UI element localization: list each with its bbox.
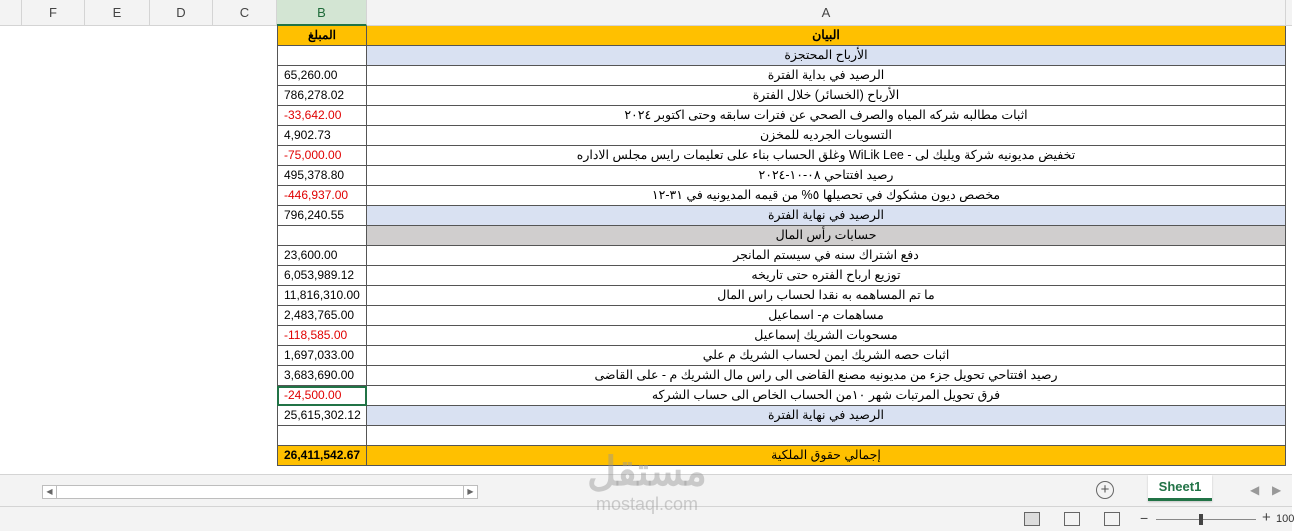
statement-cell[interactable]: دفع اشتراك سنه في سيستم المانجر [367,246,1286,266]
amount-header-cell[interactable]: المبلغ [277,26,367,46]
zoom-slider-knob[interactable] [1199,514,1203,525]
sheet-tab-sheet1[interactable]: Sheet1 [1148,475,1212,501]
amount-cell[interactable]: 11,816,310.00 [277,286,367,306]
table-row [0,186,1292,206]
table-row [0,306,1292,326]
amount-cell[interactable]: -446,937.00 [277,186,367,206]
statement-cell[interactable]: ما تم المساهمه به نقدا لحساب راس المال [367,286,1286,306]
watermark-url: mostaql.com [595,494,699,514]
statement-header-cell[interactable]: البيان [367,26,1286,46]
column-header-a[interactable]: A [367,0,1286,26]
page-layout-view-icon[interactable] [1064,512,1080,526]
statement-cell[interactable]: رصيد افتتاحي تحويل جزء من مديونيه مصنع القاضى الى راس مال الشريك م - على القاضى [367,366,1286,386]
statement-cell[interactable]: الرصيد في نهاية الفترة [367,206,1286,226]
amount-cell[interactable]: -118,585.00 [277,326,367,346]
statement-cell[interactable]: إجمالي حقوق الملكية [367,446,1286,466]
column-header-b[interactable]: B [277,0,367,26]
statement-cell[interactable]: فرق تحويل المرتبات شهر ١٠من الحساب الخاص الى حساب الشركه [367,386,1286,406]
scroll-left-icon[interactable]: ◀ [43,486,57,498]
amount-cell[interactable]: -24,500.00 [277,386,367,406]
table-row [0,406,1292,426]
table-row [0,426,1292,446]
table-row [0,146,1292,166]
statement-cell[interactable]: الأرباح (الخسائر) خلال الفترة [367,86,1286,106]
table-row [0,86,1292,106]
amount-cell[interactable] [277,46,367,66]
amount-cell[interactable]: -75,000.00 [277,146,367,166]
column-header-c[interactable]: C [213,0,277,26]
amount-cell[interactable]: 796,240.55 [277,206,367,226]
table-header-row [0,26,1292,46]
statement-cell[interactable]: الرصيد في بداية الفترة [367,66,1286,86]
table-row [0,66,1292,86]
table-row [0,346,1292,366]
column-header-blank [0,0,22,26]
table-row [0,106,1292,126]
amount-cell[interactable]: -33,642.00 [277,106,367,126]
table-row [0,126,1292,146]
amount-cell[interactable] [277,226,367,246]
statement-cell[interactable]: رصيد افتتاحي ٠٨-١٠-٢٠٢٤ [367,166,1286,186]
page-break-view-icon[interactable] [1104,512,1120,526]
amount-cell[interactable]: 65,260.00 [277,66,367,86]
tab-next-icon[interactable]: ▶ [1272,483,1282,497]
tab-prev-icon[interactable]: ◀ [1250,483,1260,497]
zoom-in-icon[interactable]: + [1262,509,1271,526]
zoom-out-icon[interactable]: − [1140,510,1149,526]
amount-cell[interactable]: 3,683,690.00 [277,366,367,386]
column-headers [0,0,1292,26]
status-bar [0,506,1292,531]
statement-cell[interactable]: مساهمات م- اسماعيل [367,306,1286,326]
statement-cell[interactable]: الأرباح المحتجزة [367,46,1286,66]
table-row [0,326,1292,346]
add-sheet-icon[interactable]: + [1096,481,1114,499]
statement-cell[interactable]: مخصص ديون مشكوك في تحصيلها ٥% من قيمه المديونيه في ٣١-١٢ [367,186,1286,206]
column-header-e[interactable]: E [85,0,150,26]
horizontal-scrollbar[interactable] [42,485,478,499]
column-header-d[interactable]: D [150,0,213,26]
table-row [0,446,1292,466]
statement-cell[interactable]: اثبات مطالبه شركه المياه والصرف الصحي عن فترات سابقه وحتى اكتوبر ٢٠٢٤ [367,106,1286,126]
zoom-slider[interactable] [1156,519,1256,520]
amount-cell[interactable]: 26,411,542.67 [277,446,367,466]
amount-cell[interactable]: 1,697,033.00 [277,346,367,366]
column-header-f[interactable]: F [22,0,85,26]
amount-cell[interactable]: 786,278.02 [277,86,367,106]
amount-cell[interactable] [277,426,367,446]
amount-cell[interactable]: 2,483,765.00 [277,306,367,326]
table-row [0,246,1292,266]
statement-cell[interactable]: التسويات الجرديه للمخزن [367,126,1286,146]
statement-cell[interactable]: توزيع ارباح الفتره حتى تاريخه [367,266,1286,286]
statement-cell[interactable]: اثبات حصه الشريك ايمن لحساب الشريك م علي [367,346,1286,366]
table-row [0,386,1292,406]
table-row [0,266,1292,286]
sheet-tab-bar [0,474,1292,506]
statement-cell[interactable]: مسحوبات الشريك إسماعيل [367,326,1286,346]
amount-cell[interactable]: 25,615,302.12 [277,406,367,426]
zoom-level[interactable]: 100 [1276,513,1294,525]
amount-cell[interactable]: 23,600.00 [277,246,367,266]
table-row [0,206,1292,226]
table-row [0,366,1292,386]
scroll-right-icon[interactable]: ▶ [463,486,477,498]
table-row [0,46,1292,66]
statement-cell[interactable]: حسابات رأس المال [367,226,1286,246]
normal-view-icon[interactable] [1024,512,1040,526]
statement-cell[interactable]: تخفيض مديونيه شركة ويليك لى - WiLik Lee وغلق الحساب بناء على تعليمات رايس مجلس الاداره [367,146,1286,166]
table-row [0,226,1292,246]
statement-cell[interactable] [367,426,1286,446]
table-row [0,286,1292,306]
statement-cell[interactable]: الرصيد في نهاية الفترة [367,406,1286,426]
table-row [0,166,1292,186]
watermark-logo-text: مستقل [587,450,707,494]
spreadsheet-grid[interactable] [0,26,1292,474]
amount-cell[interactable]: 495,378.80 [277,166,367,186]
amount-cell[interactable]: 4,902.73 [277,126,367,146]
amount-cell[interactable]: 6,053,989.12 [277,266,367,286]
